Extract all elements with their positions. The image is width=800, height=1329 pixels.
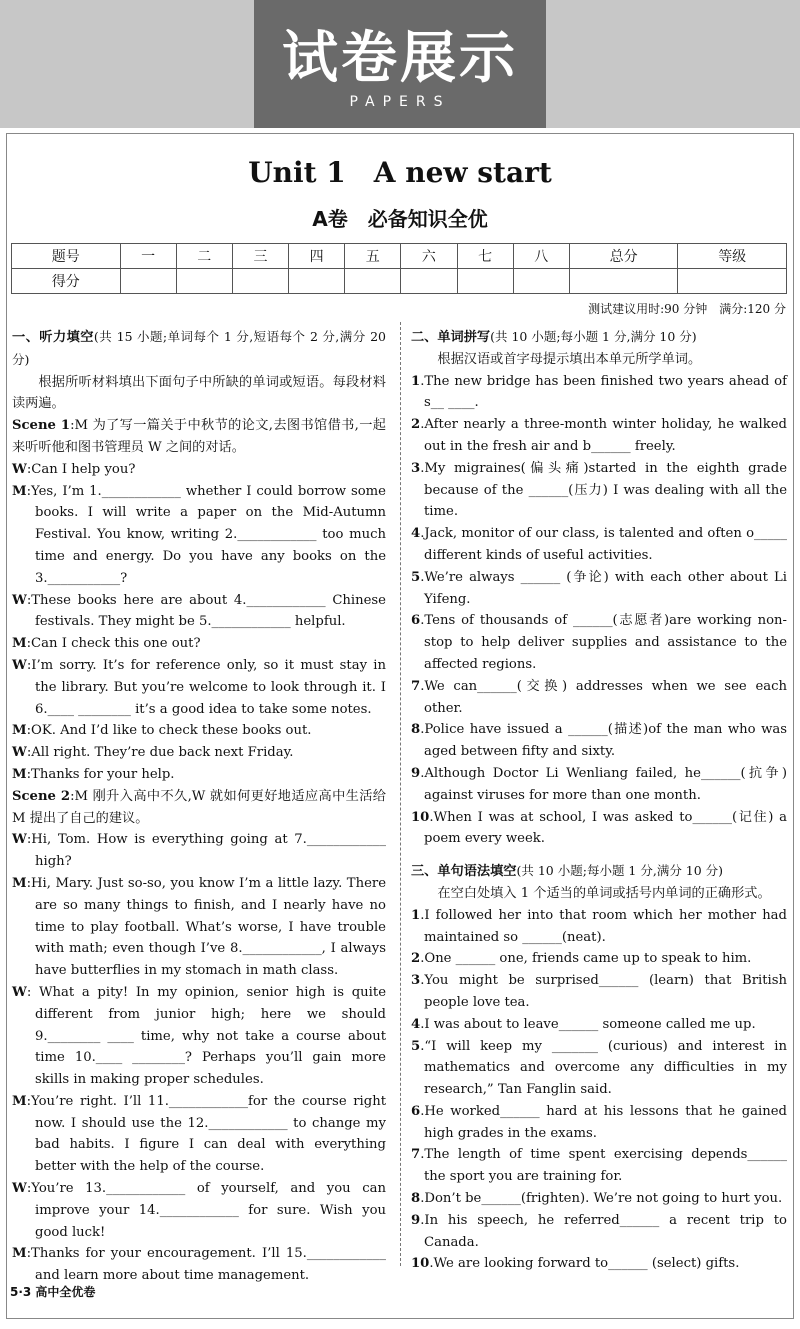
question-item (411, 1036, 787, 1101)
section-2-instruction: 根据汉语或首字母提示填出本单元所学单词。 (437, 351, 702, 367)
score-blank (176, 269, 232, 294)
question-number: 4 (411, 1016, 421, 1032)
question-number: 10 (411, 809, 430, 825)
question-text: .You might be surprised______ (learn) that British people love tea. (420, 973, 787, 1010)
section-1-instruction: 根据所听材料填出下面句子中所缺的单词或短语。每段材料读两遍。 (12, 374, 386, 412)
unit-title: Unit 1 A new start (248, 156, 552, 189)
banner-title: 试卷展示 (282, 26, 518, 91)
score-cell: 二 (176, 244, 232, 269)
question-item (411, 458, 787, 523)
scene-2-dialogue (12, 829, 386, 1287)
question-number: 6 (411, 1103, 421, 1119)
question-item (411, 1253, 787, 1275)
section-1-note: (共 15 小题;单词每个 1 分,短语每个 2 分,满分 20 分) (12, 329, 386, 367)
score-table-header-row (12, 244, 787, 269)
score-blank (569, 269, 678, 294)
section-2-heading (411, 326, 787, 349)
question-number: 7 (411, 678, 421, 694)
dialogue-text: :Hi, Tom. How is everything going at 7.____________ high? (26, 832, 386, 870)
score-blank (289, 269, 345, 294)
question-number: 3 (411, 973, 421, 989)
question-text: .Although Doctor Li Wenliang failed, he______(抗争) against viruses for more than one month. (420, 765, 787, 803)
speaker: M (12, 483, 27, 499)
dialogue-text: : What a pity! In my opinion, senior high is quite different from junior high; here we should 9.________ ____ time, why not take a course about time 10.____ ________? Perhaps you’ll gain more skills in making proper schedules. (26, 984, 386, 1088)
column-divider (400, 322, 401, 1266)
question-number: 5 (411, 569, 421, 585)
section-3-items (411, 905, 787, 1276)
question-item (411, 970, 787, 1014)
speaker: W (12, 592, 27, 608)
dialogue-text: :I’m sorry. It’s for reference only, so it must stay in the library. But you’re welcome to look through it. I 6.____ ________ it’s a good idea to take some notes. (26, 657, 386, 717)
question-text: .“I will keep my _______ (curious) and interest in mathematics and overcome any difficulties in my research,” Tan Fanglin said. (420, 1038, 787, 1098)
question-text: .Jack, monitor of our class, is talented and often o_____ different kinds of useful activities. (420, 526, 787, 563)
question-item (411, 948, 787, 970)
section-3-note: (共 10 小题;每小题 1 分,满分 10 分) (516, 863, 724, 879)
banner-subtitle: PAPERS (349, 94, 451, 110)
footer-brand: 5·3 高中全优卷 (10, 1285, 96, 1299)
dialogue-line (12, 982, 386, 1091)
scene-2-label: Scene 2 (12, 788, 71, 804)
question-text: .I was about to leave______ someone called me up. (420, 1016, 756, 1032)
section-1-heading (12, 326, 386, 372)
dialogue-text: :All right. They’re due back next Friday. (26, 745, 294, 761)
dialogue-text: :Hi, Mary. Just so-so, you know I’m a little lazy. There are so many things to finish, and I nearly have no time to play football. What’s worse, I have trouble with math; even though I’ve 8.____________, I always have butterflies in my stomach in math class. (26, 875, 386, 979)
section-2-title: 二、单词拼写 (411, 330, 491, 345)
score-blank (401, 269, 457, 294)
dialogue-line (12, 742, 386, 764)
score-cell: 题号 (12, 244, 121, 269)
right-column (411, 326, 787, 1275)
speaker: W (12, 832, 27, 848)
question-number: 3 (411, 460, 421, 476)
question-number: 1 (411, 907, 421, 923)
question-item (411, 610, 787, 675)
score-blank (678, 269, 787, 294)
dialogue-line (12, 829, 386, 873)
question-item (411, 414, 787, 458)
question-item (411, 371, 787, 415)
question-number: 9 (411, 1212, 421, 1228)
dialogue-line (12, 764, 386, 786)
score-table (11, 243, 787, 294)
section-2-note: (共 10 小题;每小题 1 分,满分 10 分) (490, 329, 697, 344)
section-2-items (411, 371, 787, 851)
question-text: .Police have issued a ______(描述)of the man who was aged between fifty and sixty. (420, 722, 787, 760)
question-item (411, 1210, 787, 1254)
speaker: M (12, 1246, 27, 1262)
score-blank (513, 269, 569, 294)
question-text: .We are looking forward to______ (select) gifts. (429, 1256, 740, 1272)
dialogue-text: :Thanks for your help. (26, 766, 175, 782)
dialogue-text: :Thanks for your encouragement. I’ll 15.____________ and learn more about time management. (26, 1246, 386, 1284)
question-item (411, 807, 787, 851)
dialogue-line (12, 720, 386, 742)
dialogue-line (12, 1178, 386, 1243)
question-text: .The length of time spent exercising depends______ the sport you are training for. (420, 1147, 787, 1185)
question-text: .Tens of thousands of ______(志愿者)are working non-stop to help deliver supplies and assistance to the affected regions. (420, 613, 787, 672)
score-cell: 四 (289, 244, 345, 269)
dialogue-line (12, 633, 386, 655)
score-cell: 三 (232, 244, 288, 269)
question-number: 9 (411, 765, 421, 781)
question-text: .When I was at school, I was asked to______(记住) a poem every week. (424, 809, 787, 847)
question-item (411, 1014, 787, 1036)
score-blank (120, 269, 176, 294)
question-text: .One ______ one, friends came up to speak to him. (420, 951, 752, 967)
speaker: M (12, 766, 27, 782)
section-1-title: 一、听力填空 (12, 330, 94, 345)
scene-1-label: Scene 1 (12, 418, 71, 434)
dialogue-text: :Can I help you? (26, 461, 136, 477)
dialogue-line (12, 590, 386, 634)
question-item (411, 905, 787, 949)
dialogue-line (12, 459, 386, 481)
dialogue-line (12, 873, 386, 982)
score-cell: 五 (345, 244, 401, 269)
score-table-score-row (12, 269, 787, 294)
speaker: W (12, 461, 27, 477)
question-number: 7 (411, 1147, 421, 1163)
question-number: 4 (411, 526, 421, 542)
question-item (411, 1188, 787, 1210)
question-text: .After nearly a three-month winter holiday, he walked out in the fresh air and b______ freely. (420, 417, 787, 454)
dialogue-text: :Yes, I’m 1.____________ whether I could borrow some books. I will write a paper on the Mid-Autumn Festival. You know, writing 2.____________ too much time and energy. Do you have any books on the 3.___________? (26, 483, 386, 586)
question-number: 5 (411, 1038, 421, 1054)
speaker: M (12, 636, 27, 652)
score-cell: 七 (457, 244, 513, 269)
dialogue-text: :You’re 13.____________ of yourself, and you can improve your 14.____________ for sure. Wish you good luck! (26, 1181, 386, 1240)
speaker: M (12, 723, 27, 739)
score-cell: 等级 (678, 244, 787, 269)
scene-2-text: :M 刚升入高中不久,W 就如何更好地适应高中生活给 M 提出了自己的建议。 (12, 788, 386, 826)
time-note: 测试建议用时:90 分钟 满分:120 分 (588, 302, 786, 316)
dialogue-text: :You’re right. I’ll 11.____________for the course right now. I should use the 12.____________ to change my bad habits. I figure I can deal with everything better with the help of the course. (26, 1093, 386, 1175)
score-blank (457, 269, 513, 294)
section-3-title: 三、单句语法填空 (411, 864, 517, 880)
question-number: 10 (411, 1256, 430, 1272)
score-cell: 六 (401, 244, 457, 269)
section-3-heading (411, 860, 787, 883)
question-text: .Don’t be______(frighten). We’re not going to hurt you. (420, 1191, 783, 1207)
question-number: 2 (411, 417, 421, 433)
speaker: M (12, 875, 27, 891)
question-number: 2 (411, 951, 421, 967)
question-item (411, 719, 787, 763)
score-cell: 总分 (569, 244, 678, 269)
score-cell: 八 (513, 244, 569, 269)
speaker: W (12, 745, 27, 761)
question-text: .We can______(交换) addresses when we see each other. (420, 678, 787, 716)
speaker: W (12, 984, 27, 1000)
score-row-label: 得分 (12, 269, 121, 294)
question-number: 6 (411, 613, 421, 629)
question-text: .We’re always ______ (争论) with each other about Li Yifeng. (420, 569, 787, 607)
question-item (411, 567, 787, 611)
question-item (411, 1144, 787, 1188)
scene-1-dialogue (12, 459, 386, 786)
left-column (12, 326, 386, 1287)
scene-1-intro (12, 415, 386, 459)
question-text: .My migraines(偏头痛)started in the eighth grade because of the ______(压力) I was dealing with all the time. (420, 460, 787, 520)
header-banner (0, 0, 800, 128)
speaker: M (12, 1093, 27, 1109)
score-cell: 一 (120, 244, 176, 269)
dialogue-text: :These books here are about 4.____________ Chinese festivals. They might be 5.____________ helpful. (26, 592, 386, 630)
dialogue-line (12, 655, 386, 720)
question-item (411, 523, 787, 567)
question-item (411, 1101, 787, 1145)
question-text: .He worked______ hard at his lessons that he gained high grades in the exams. (420, 1103, 787, 1141)
dialogue-text: :OK. And I’d like to check these books out. (26, 723, 312, 739)
scene-1-text: :M 为了写一篇关于中秋节的论文,去图书馆借书,一起来听听他和图书管理员 W 之间的对话。 (12, 418, 386, 455)
paper-title: A卷 必备知识全优 (312, 207, 488, 231)
dialogue-line (12, 1243, 386, 1287)
question-number: 8 (411, 1191, 421, 1207)
question-number: 1 (411, 373, 421, 389)
question-item (411, 676, 787, 720)
question-text: .In his speech, he referred______ a recent trip to Canada. (420, 1212, 787, 1250)
question-number: 8 (411, 722, 421, 738)
score-blank (345, 269, 401, 294)
speaker: W (12, 657, 27, 673)
section-3-instruction: 在空白处填入 1 个适当的单词或括号内单词的正确形式。 (437, 885, 771, 901)
speaker: W (12, 1181, 27, 1197)
score-blank (232, 269, 288, 294)
question-text: .The new bridge has been finished two years ahead of s__ ____. (420, 373, 787, 411)
scene-2-intro (12, 786, 386, 830)
dialogue-text: :Can I check this one out? (26, 636, 201, 652)
question-text: .I followed her into that room which her mother had maintained so ______(neat). (420, 907, 787, 945)
question-item (411, 763, 787, 807)
dialogue-line (12, 1091, 386, 1178)
dialogue-line (12, 481, 386, 590)
